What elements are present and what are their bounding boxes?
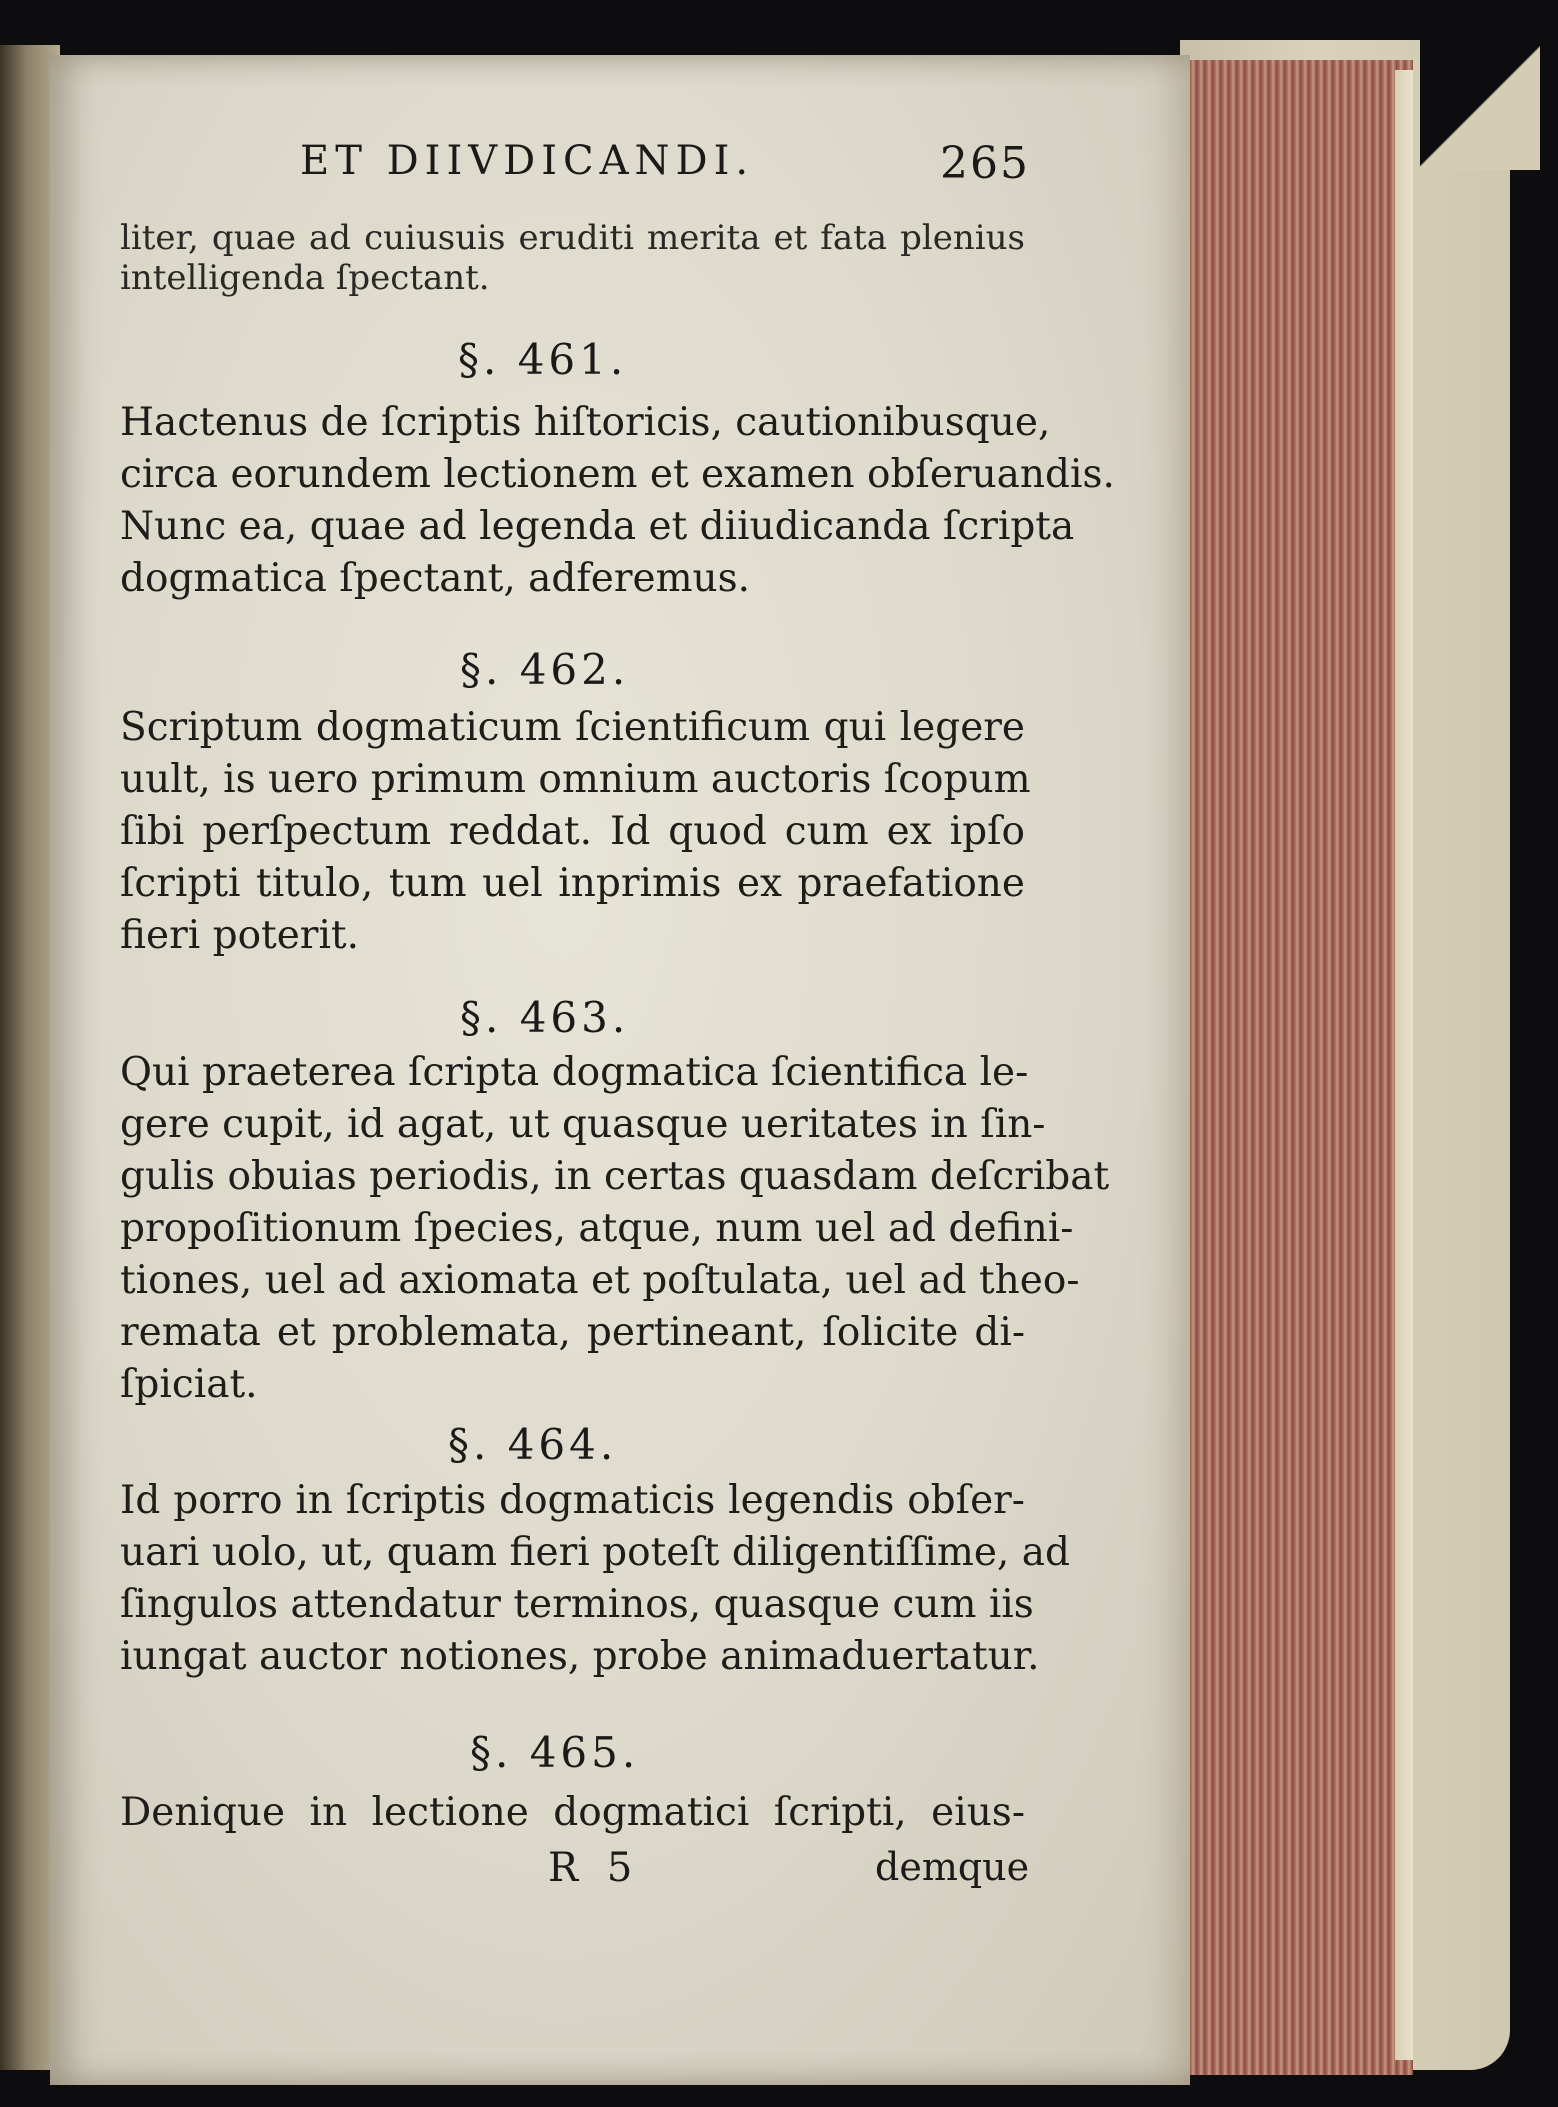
- page-edge-highlight: [1395, 70, 1413, 2060]
- text-line: gulis obuias periodis, in certas quasdam deſcribat: [120, 1154, 1110, 1199]
- section-number: §. 465.: [470, 1728, 640, 1777]
- text-line: intelligenda ſpectant.: [120, 258, 490, 298]
- text-line: ſingulos attendatur terminos, quasque cum iis: [120, 1582, 1034, 1627]
- running-head: [300, 138, 1030, 188]
- text-line: Hactenus de ſcriptis hiſtoricis, cautionibusque,: [120, 400, 1051, 445]
- page-fore-edge: [1185, 60, 1413, 2075]
- page-number: 265: [940, 138, 1030, 189]
- text-line: ſcripti titulo, tum uel inprimis ex praefatione: [120, 861, 1025, 906]
- section-number: §. 464.: [448, 1420, 618, 1469]
- text-line: Scriptum dogmaticum ſcientificum qui legere: [120, 705, 1025, 750]
- text-line: ſpiciat.: [120, 1362, 258, 1407]
- text-line: Denique in lectione dogmatici ſcripti, eius-: [120, 1790, 1025, 1835]
- running-title: ET DIIVDICANDI.: [300, 138, 755, 184]
- section-number: §. 461.: [458, 335, 628, 384]
- text-line: ſibi perſpectum reddat. Id quod cum ex ipſo: [120, 809, 1025, 854]
- text-line: Id porro in ſcriptis dogmaticis legendis obſer-: [120, 1478, 1025, 1523]
- section-number: §. 463.: [460, 993, 630, 1042]
- catchword: demque: [875, 1845, 1030, 1889]
- text-line: Nunc ea, quae ad legenda et diiudicanda ſcripta: [120, 504, 1075, 549]
- text-line: propoſitionum ſpecies, atque, num uel ad defini-: [120, 1206, 1074, 1251]
- text-line: liter, quae ad cuiusuis eruditi merita et fata plenius: [120, 218, 1025, 258]
- text-line: uari uolo, ut, quam fieri poteſt diligentiſſime, ad: [120, 1530, 1070, 1575]
- text-line: Qui praeterea ſcripta dogmatica ſcientifica le-: [120, 1050, 1029, 1095]
- text-line: uult, is uero primum omnium auctoris ſcopum: [120, 757, 1031, 802]
- text-line: iungat auctor notiones, probe animaduertatur.: [120, 1634, 1040, 1679]
- signature-mark: R 5: [548, 1845, 641, 1891]
- section-number: §. 462.: [460, 645, 630, 694]
- text-line: fieri poterit.: [120, 913, 359, 958]
- text-line: gere cupit, id agat, ut quasque ueritates in ſin-: [120, 1102, 1046, 1147]
- text-line: tiones, uel ad axiomata et poſtulata, uel ad theo-: [120, 1258, 1080, 1303]
- text-line: remata et problemata, pertineant, ſolicite di-: [120, 1310, 1025, 1355]
- text-line: circa eorundem lectionem et examen obſeruandis.: [120, 452, 1115, 497]
- cover-corner: [1420, 40, 1540, 170]
- text-line: dogmatica ſpectant, adferemus.: [120, 556, 751, 601]
